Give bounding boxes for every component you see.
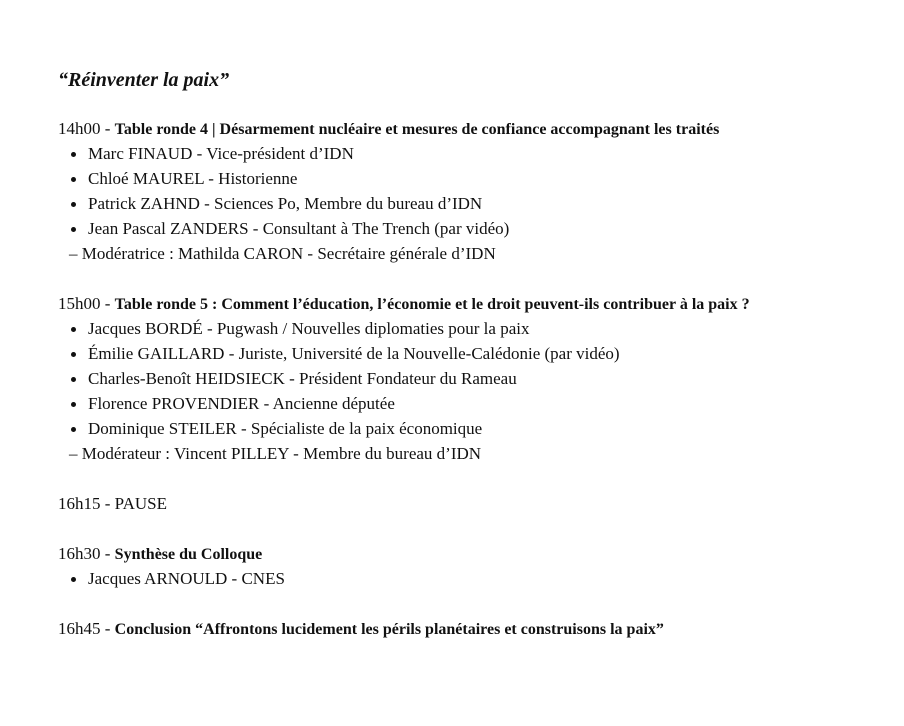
speaker-item [58, 141, 888, 166]
session-pause [58, 491, 888, 516]
speaker-text: Jacques BORDÉ - Pugwash / Nouvelles diplomaties pour la paix [88, 319, 530, 338]
speaker-item [58, 191, 888, 216]
moderator-line: – Modérateur : Vincent PILLEY - Membre du bureau d’IDN [69, 444, 482, 463]
speaker-list [58, 566, 888, 591]
session-title: Synthèse du Colloque [114, 546, 263, 563]
speaker-text: Émilie GAILLARD - Juriste, Université de la Nouvelle-Calédonie (par vidéo) [88, 344, 620, 363]
bullet-icon [71, 402, 76, 407]
speaker-item [58, 391, 888, 416]
speaker-list [58, 316, 888, 441]
speaker-text: Marc FINAUD - Vice-président d’IDN [88, 144, 354, 163]
speaker-item [58, 341, 888, 366]
moderator-line: – Modératrice : Mathilda CARON - Secrétaire générale d’IDN [69, 244, 496, 263]
session-conclusion [58, 616, 888, 641]
session-heading [58, 291, 888, 316]
session-title: Table ronde 4 | Désarmement nucléaire et mesures de confiance accompagnant les traités [114, 121, 720, 138]
bullet-icon [71, 577, 76, 582]
session-heading [58, 616, 888, 641]
speaker-item [58, 166, 888, 191]
time-separator: - [100, 119, 115, 138]
session-synthese [58, 541, 888, 591]
time-separator: - [100, 494, 115, 513]
speaker-item [58, 366, 888, 391]
session-title: Table ronde 5 : Comment l’éducation, l’économie et le droit peuvent-ils contribuer à la paix ? [114, 296, 750, 313]
bullet-icon [71, 227, 76, 232]
program-page [58, 66, 888, 641]
session-title: PAUSE [114, 494, 167, 513]
session-time: 16h45 [58, 619, 101, 638]
session-time: 16h15 [58, 494, 101, 513]
time-separator: - [100, 544, 115, 563]
session-heading [58, 116, 888, 141]
speaker-text: Dominique STEILER - Spécialiste de la paix économique [88, 419, 483, 438]
bullet-icon [71, 327, 76, 332]
bullet-icon [71, 177, 76, 182]
document-title: “Réinventer la paix” [58, 69, 230, 91]
speaker-text: Jacques ARNOULD - CNES [88, 569, 285, 588]
session-table-ronde-5 [58, 291, 888, 466]
session-heading [58, 491, 888, 516]
speaker-text: Jean Pascal ZANDERS - Consultant à The Trench (par vidéo) [88, 219, 510, 238]
time-separator: - [100, 294, 115, 313]
bullet-icon [71, 352, 76, 357]
speaker-item [58, 316, 888, 341]
session-time: 14h00 [58, 119, 101, 138]
speaker-text: Patrick ZAHND - Sciences Po, Membre du bureau d’IDN [88, 194, 483, 213]
session-title: Conclusion “Affrontons lucidement les périls planétaires et construisons la paix” [114, 621, 664, 638]
session-heading [58, 541, 888, 566]
session-time: 16h30 [58, 544, 101, 563]
session-table-ronde-4 [58, 116, 888, 266]
bullet-icon [71, 152, 76, 157]
speaker-item [58, 416, 888, 441]
speaker-text: Charles-Benoît HEIDSIECK - Président Fondateur du Rameau [88, 369, 517, 388]
bullet-icon [71, 202, 76, 207]
time-separator: - [100, 619, 115, 638]
session-time: 15h00 [58, 294, 101, 313]
speaker-item [58, 216, 888, 241]
speaker-text: Florence PROVENDIER - Ancienne députée [88, 394, 395, 413]
bullet-icon [71, 377, 76, 382]
bullet-icon [71, 427, 76, 432]
speaker-text: Chloé MAUREL - Historienne [88, 169, 298, 188]
speaker-item [58, 566, 888, 591]
speaker-list [58, 141, 888, 241]
